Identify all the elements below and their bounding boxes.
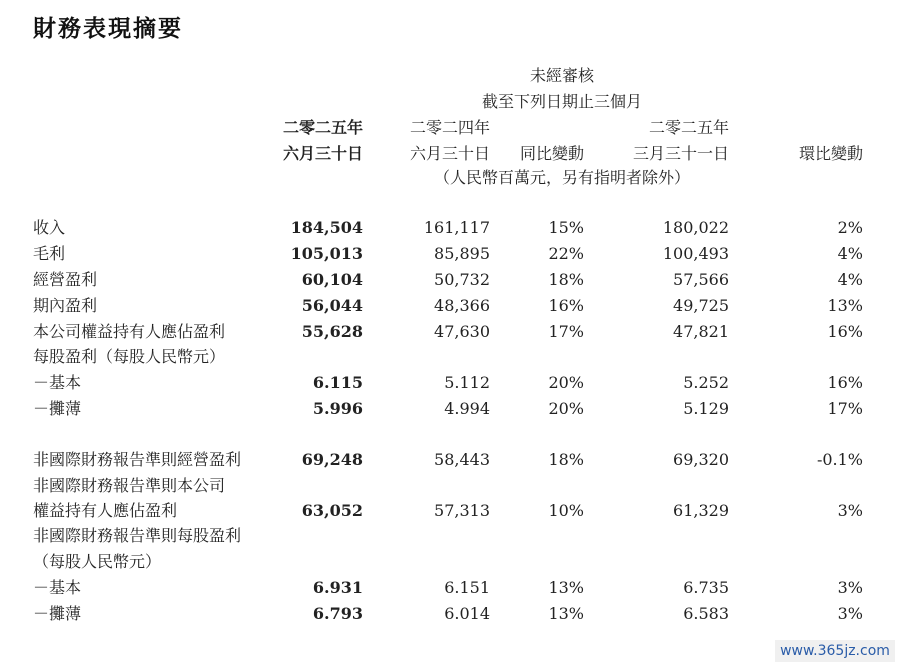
cell-prior-quarter: 57,566: [673, 270, 729, 289]
cell-current: 6.793: [312, 604, 363, 623]
cell-qoq-change: 17%: [827, 399, 863, 418]
header-unaudited: 未經審核: [529, 66, 595, 85]
cell-yoy-change: 15%: [548, 218, 584, 237]
cell-prior-year: 6.014: [444, 604, 490, 623]
cell-prior-quarter: 100,493: [662, 244, 729, 263]
cell-current: 63,052: [301, 501, 363, 520]
cell-current: 6.115: [312, 373, 363, 392]
header-col4-year: 二零二五年: [648, 118, 729, 137]
cell-prior-year: 85,895: [434, 244, 490, 263]
cell-prior-quarter: 47,821: [673, 322, 729, 341]
cell-prior-quarter: 5.252: [683, 373, 729, 392]
cell-current: 5.996: [312, 399, 363, 418]
cell-prior-quarter: 61,329: [673, 501, 729, 520]
row-label: 非國際財務報告準則經營盈利: [33, 450, 242, 469]
row-label: －基本: [33, 578, 82, 597]
cell-yoy-change: 18%: [548, 450, 584, 469]
header-col3: 同比變動: [519, 144, 584, 163]
row-label: －基本: [33, 373, 82, 392]
cell-prior-quarter: 180,022: [662, 218, 729, 237]
row-label: 期內盈利: [33, 296, 98, 315]
cell-qoq-change: 13%: [827, 296, 863, 315]
cell-qoq-change: -0.1%: [816, 450, 863, 469]
cell-qoq-change: 3%: [837, 501, 863, 520]
cell-qoq-change: 4%: [837, 270, 863, 289]
cell-yoy-change: 22%: [548, 244, 584, 263]
header-col5: 環比變動: [798, 144, 863, 163]
cell-qoq-change: 16%: [827, 322, 863, 341]
row-label: －攤薄: [33, 399, 82, 418]
row-label: 毛利: [33, 244, 66, 263]
cell-prior-year: 4.994: [444, 399, 490, 418]
cell-qoq-change: 16%: [827, 373, 863, 392]
cell-current: 60,104: [301, 270, 363, 289]
cell-prior-quarter: 49,725: [673, 296, 729, 315]
cell-current: 55,628: [301, 322, 363, 341]
cell-current: 105,013: [290, 244, 363, 263]
row-label: 本公司權益持有人應佔盈利: [33, 322, 226, 341]
cell-yoy-change: 17%: [548, 322, 584, 341]
cell-prior-quarter: 5.129: [683, 399, 729, 418]
cell-qoq-change: 3%: [837, 578, 863, 597]
cell-qoq-change: 4%: [837, 244, 863, 263]
cell-yoy-change: 18%: [548, 270, 584, 289]
cell-yoy-change: 13%: [548, 604, 584, 623]
cell-yoy-change: 13%: [548, 578, 584, 597]
cell-yoy-change: 10%: [548, 501, 584, 520]
cell-yoy-change: 16%: [548, 296, 584, 315]
header-unit-note: （人民幣百萬元，另有指明者除外）: [433, 168, 691, 187]
cell-current: 69,248: [301, 450, 363, 469]
header-col2-date: 六月三十日: [409, 144, 490, 163]
row-label: 非國際財務報告準則本公司: [33, 476, 226, 495]
header-col1-date: 六月三十日: [282, 144, 363, 163]
cell-prior-year: 47,630: [434, 322, 490, 341]
cell-qoq-change: 2%: [837, 218, 863, 237]
cell-current: 6.931: [312, 578, 363, 597]
cell-prior-year: 57,313: [434, 501, 490, 520]
cell-prior-year: 58,443: [434, 450, 490, 469]
row-label: （每股人民幣元）: [33, 552, 162, 571]
cell-prior-quarter: 69,320: [673, 450, 729, 469]
cell-prior-year: 48,366: [434, 296, 490, 315]
row-label: 權益持有人應佔盈利: [33, 501, 178, 520]
cell-prior-quarter: 6.583: [683, 604, 729, 623]
cell-qoq-change: 3%: [837, 604, 863, 623]
header-col1-year: 二零二五年: [282, 118, 363, 137]
cell-prior-year: 161,117: [423, 218, 490, 237]
row-label: 經營盈利: [33, 270, 98, 289]
header-period: 截至下列日期止三個月: [481, 92, 643, 111]
row-label: －攤薄: [33, 604, 82, 623]
page-title: 財務表現摘要: [33, 16, 183, 42]
row-label: 非國際財務報告準則每股盈利: [33, 526, 242, 545]
header-col2-year: 二零二四年: [409, 118, 490, 137]
header-col4-date: 三月三十一日: [632, 144, 729, 163]
watermark: www.365jz.com: [775, 640, 895, 662]
row-label: 收入: [33, 218, 66, 237]
cell-current: 56,044: [301, 296, 363, 315]
cell-prior-year: 5.112: [444, 373, 490, 392]
cell-current: 184,504: [290, 218, 363, 237]
cell-yoy-change: 20%: [548, 373, 584, 392]
cell-prior-quarter: 6.735: [683, 578, 729, 597]
cell-prior-year: 6.151: [444, 578, 490, 597]
cell-prior-year: 50,732: [434, 270, 490, 289]
cell-yoy-change: 20%: [548, 399, 584, 418]
row-label: 每股盈利（每股人民幣元）: [33, 347, 226, 366]
